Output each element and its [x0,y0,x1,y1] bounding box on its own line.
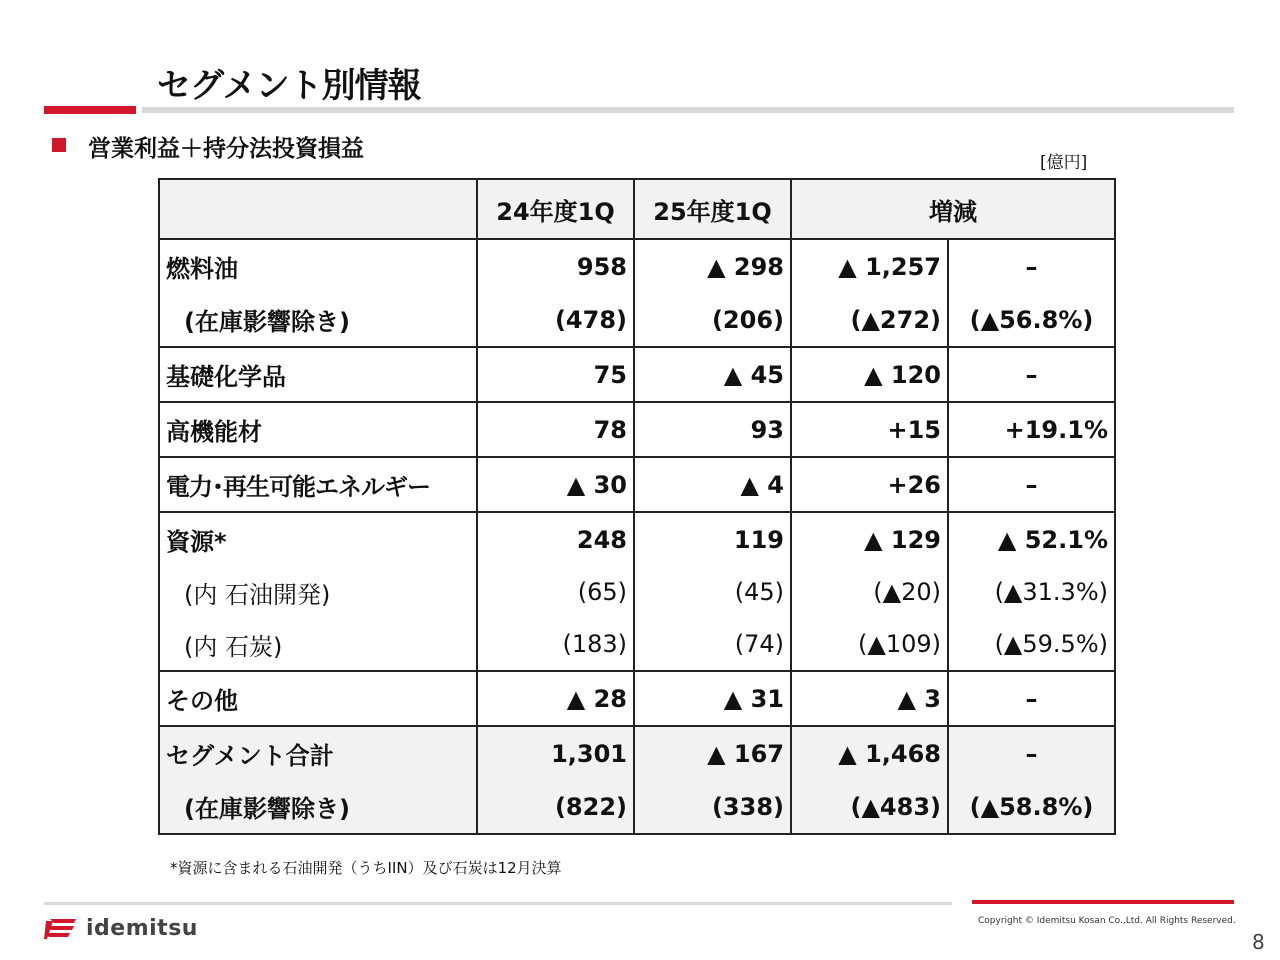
table-row [159,347,1115,402]
section-title: 営業利益＋持分法投資損益 [88,136,364,162]
table-cell: 119 [634,512,791,566]
table-cell: (▲109) [791,618,948,671]
row-label: 燃料油 [159,239,477,293]
table-cell: 1,301 [477,726,634,780]
table-row [159,671,1115,726]
title-rule [142,107,1234,113]
title-accent-bar [44,106,136,114]
table-cell: (▲58.8%) [948,780,1115,834]
footnote: *資源に含まれる石油開発（うちIIN）及び石炭は12月決算 [170,859,562,877]
table-cell: (65) [477,566,634,618]
row-label: 資源* [159,512,477,566]
table-cell: ▲ 129 [791,512,948,566]
table-row [159,512,1115,566]
table-row [159,618,1115,671]
table-cell: (▲20) [791,566,948,618]
table-cell: ▲ 3 [791,671,948,726]
idemitsu-mark-icon [44,917,78,941]
table-cell: (478) [477,293,634,347]
table-cell: ▲ 28 [477,671,634,726]
table-cell: (▲59.5%) [948,618,1115,671]
table-row [159,293,1115,347]
table-cell: ▲ 1,468 [791,726,948,780]
header-cell: 25年度1Q [634,179,791,239]
table-cell: (▲272) [791,293,948,347]
table-row [159,566,1115,618]
table-cell: +26 [791,457,948,512]
table-cell: ▲ 30 [477,457,634,512]
table-cell: 958 [477,239,634,293]
table-cell: (45) [634,566,791,618]
table-cell: (▲31.3%) [948,566,1115,618]
table-cell: +15 [791,402,948,457]
table-cell: – [948,726,1115,780]
table-cell: ▲ 298 [634,239,791,293]
table-cell: ▲ 45 [634,347,791,402]
row-label: 高機能材 [159,402,477,457]
table-cell: – [948,457,1115,512]
table-cell: ▲ 4 [634,457,791,512]
table-cell: 93 [634,402,791,457]
table-cell: – [948,347,1115,402]
footer-accent-bar [972,900,1234,904]
row-label: 電力･再生可能エネルギー [159,457,477,512]
table-cell: +19.1% [948,402,1115,457]
company-logo [44,916,198,941]
table-cell: – [948,671,1115,726]
table-cell: ▲ 1,257 [791,239,948,293]
table-cell: (338) [634,780,791,834]
table-cell: – [948,239,1115,293]
row-label: (在庫影響除き) [159,293,477,347]
table-cell: (822) [477,780,634,834]
table-row [159,780,1115,834]
table-cell: (206) [634,293,791,347]
table-cell: 78 [477,402,634,457]
row-label: (内 石炭) [159,618,477,671]
header-cell: 24年度1Q [477,179,634,239]
page-number: 8 [1252,930,1265,954]
table-row [159,726,1115,780]
table-cell: ▲ 120 [791,347,948,402]
row-label: セグメント合計 [159,726,477,780]
table-cell: ▲ 167 [634,726,791,780]
table-cell: (74) [634,618,791,671]
footer-rule [44,902,952,905]
table-cell: ▲ 31 [634,671,791,726]
table-cell: 75 [477,347,634,402]
table-cell: (▲483) [791,780,948,834]
table-cell: (183) [477,618,634,671]
row-label: (在庫影響除き) [159,780,477,834]
segment-table [158,178,1116,835]
table-cell: (▲56.8%) [948,293,1115,347]
header-cell [159,179,477,239]
row-label: 基礎化学品 [159,347,477,402]
table-row [159,402,1115,457]
table-cell: ▲ 52.1% [948,512,1115,566]
table-cell: 248 [477,512,634,566]
logo-text: idemitsu [86,916,198,941]
table-row [159,457,1115,512]
row-label: その他 [159,671,477,726]
page-title: セグメント別情報 [157,66,421,106]
row-label: (内 石油開発) [159,566,477,618]
copyright: Copyright © Idemitsu Kosan Co.,Ltd. All Rights Reserved. [978,916,1236,926]
unit-label: [億円] [1040,153,1088,173]
section-bullet-icon [52,138,66,152]
table-header-row [159,179,1115,239]
header-cell: 増減 [791,179,1115,239]
table-row [159,239,1115,293]
